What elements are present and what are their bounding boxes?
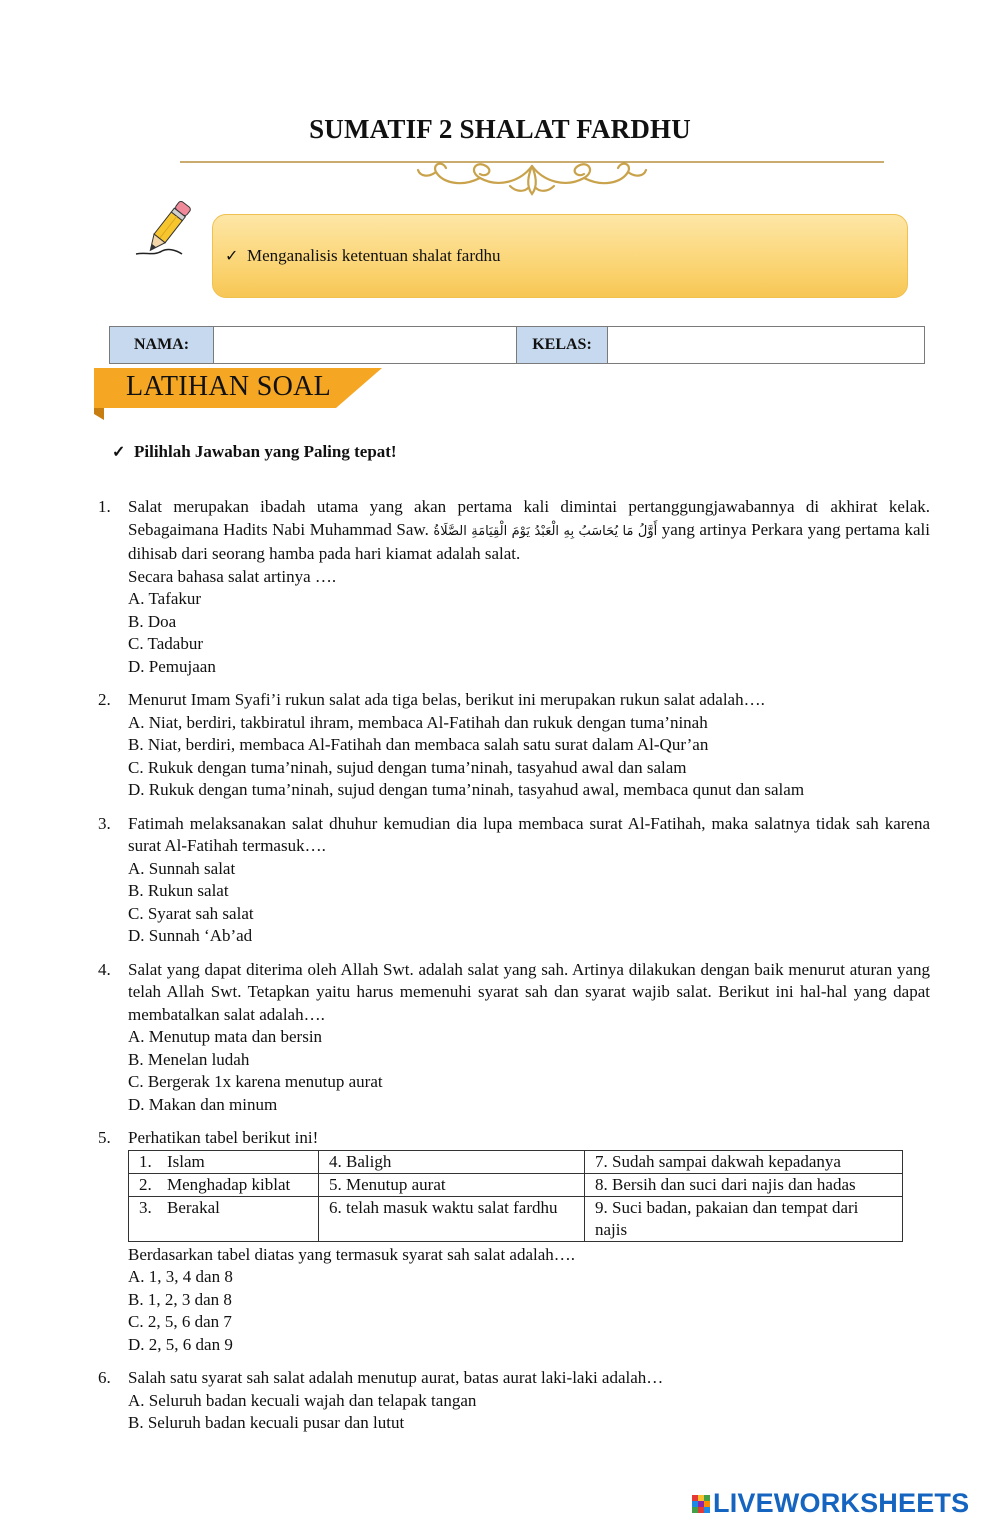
- question-2: [98, 689, 930, 802]
- question-3: [98, 813, 930, 948]
- cell-text: Berakal: [167, 1197, 220, 1217]
- name-label: NAMA:: [110, 327, 214, 364]
- requirements-table: [128, 1150, 903, 1242]
- stem-part: yang artinya Perkara yang pertama kali dihisab dari seorang hamba pada hari kiamat adalah salat.: [128, 519, 930, 563]
- liveworksheets-logo: [692, 1488, 969, 1519]
- class-field[interactable]: [608, 327, 925, 364]
- learning-objective-box: [212, 214, 908, 298]
- pencil-icon: [132, 196, 198, 262]
- instruction-text: Pilihlah Jawaban yang Paling tepat!: [134, 442, 397, 461]
- class-label: KELAS:: [517, 327, 608, 364]
- cell-text: 7. Sudah sampai dakwah kepadanya: [595, 1151, 841, 1171]
- question-stem: Salat yang dapat diterima oleh Allah Swt. adalah salat yang sah. Artinya dilakukan dengan baik menurut aturan yang telah Allah Swt. Tetapkan yaitu harus memenuhi syarat sah dan syarat wajib salat. Berikut ini hal-hal yang dapat membatalkan salat adalah….: [128, 959, 930, 1024]
- question-list: [98, 496, 930, 1446]
- table-row: [129, 1150, 903, 1173]
- option-a[interactable]: A. Tafakur: [128, 589, 202, 608]
- option-a[interactable]: A. Niat, berdiri, takbiratul ihram, membaca Al-Fatihah dan rukuk dengan tuma’ninah: [128, 712, 708, 732]
- question-stem: Fatimah melaksanakan salat dhuhur kemudian dia lupa membaca surat Al-Fatihah, maka salatnya tidak sah karena surat Al-Fatihah termasuk….: [128, 813, 930, 855]
- option-c[interactable]: C. Tadabur: [128, 634, 203, 653]
- worksheet-title: SUMATIF 2 SHALAT FARDHU: [309, 114, 691, 144]
- logo-grid-icon: [692, 1495, 710, 1513]
- option-d[interactable]: D. 2, 5, 6 dan 9: [128, 1334, 233, 1354]
- objective-text: Menganalisis ketentuan shalat fardhu: [247, 246, 501, 265]
- option-d[interactable]: D. Rukuk dengan tuma’ninah, sujud dengan tuma’ninah, tasyahud awal, membaca qunut dan salam: [128, 780, 805, 799]
- table-cell: [129, 1150, 319, 1173]
- question-stem: Perhatikan tabel berikut ini!: [128, 1128, 319, 1147]
- table-cell: [319, 1150, 585, 1173]
- question-prompt: Berdasarkan tabel diatas yang termasuk syarat sah salat adalah….: [128, 1244, 576, 1264]
- option-d[interactable]: D. Makan dan minum: [128, 1094, 278, 1114]
- hadith-arabic: أَوَّلُ مَا يُحَاسَبُ بِهِ الْعَبْدُ يَوْمَ الْقِيَامَةِ الصَّلَاةُ: [433, 523, 658, 539]
- question-4: [98, 959, 930, 1117]
- table-cell: [319, 1173, 585, 1196]
- option-a[interactable]: A. Seluruh badan kecuali wajah dan telapak tangan: [128, 1390, 477, 1410]
- question-1: [98, 496, 930, 678]
- cell-text: 4. Baligh: [329, 1151, 392, 1171]
- section-title: LATIHAN SOAL: [126, 371, 332, 402]
- cell-number: 1.: [139, 1151, 152, 1171]
- question-5: [98, 1127, 930, 1356]
- option-d[interactable]: D. Sunnah ‘Ab’ad: [128, 926, 253, 945]
- objective-item: [225, 246, 501, 266]
- option-b[interactable]: B. 1, 2, 3 dan 8: [128, 1289, 232, 1309]
- cell-text: 5. Menutup aurat: [329, 1174, 446, 1194]
- option-a[interactable]: A. Menutup mata dan bersin: [128, 1027, 323, 1046]
- option-c[interactable]: C. Rukuk dengan tuma’ninah, sujud dengan tuma’ninah, tasyahud awal dan salam: [128, 757, 687, 777]
- option-b[interactable]: B. Niat, berdiri, membaca Al-Fatihah dan membaca salah satu surat dalam Al-Qur’an: [128, 735, 709, 754]
- question-number: 2.: [98, 690, 111, 709]
- cell-text: Menghadap kiblat: [167, 1174, 291, 1194]
- table-cell: [585, 1196, 903, 1241]
- table-cell: [129, 1196, 319, 1241]
- cell-text: 6. telah masuk waktu salat fardhu: [329, 1197, 558, 1217]
- question-stem: Salah satu syarat sah salat adalah menutup aurat, batas aurat laki-laki adalah…: [128, 1368, 664, 1387]
- question-number: 3.: [98, 813, 111, 833]
- table-row: [129, 1196, 903, 1241]
- checkmark-icon: ✓: [225, 248, 239, 265]
- cell-text: 9. Suci badan, pakaian dan tempat dari najis: [595, 1197, 859, 1239]
- question-stem: Menurut Imam Syafi’i rukun salat ada tiga belas, berikut ini merupakan rukun salat adalah….: [128, 690, 765, 709]
- table-cell: [129, 1173, 319, 1196]
- student-identity-table: [109, 326, 925, 364]
- option-a[interactable]: A. Sunnah salat: [128, 858, 236, 878]
- stem-part: Salat merupakan ibadah utama yang akan pertama kali dimintai pertanggungjawabannya di akhirat kelak. Sebagaimana Hadits Nabi Muhammad Saw.: [128, 497, 930, 539]
- checkmark-icon: ✓: [112, 444, 126, 461]
- title-divider-ornament: [180, 152, 884, 202]
- logo-text: LIVEWORKSHEETS: [713, 1488, 970, 1518]
- cell-number: 3.: [139, 1197, 152, 1217]
- question-6: [98, 1367, 930, 1435]
- question-number: 6.: [98, 1368, 111, 1387]
- question-prompt: Secara bahasa salat artinya ….: [128, 566, 337, 586]
- cell-number: 2.: [139, 1174, 152, 1194]
- question-number: 4.: [98, 959, 111, 979]
- name-field[interactable]: [214, 327, 517, 364]
- option-c[interactable]: C. Bergerak 1x karena menutup aurat: [128, 1072, 383, 1091]
- cell-text: Islam: [167, 1151, 205, 1171]
- question-number: 1.: [98, 497, 111, 516]
- option-b[interactable]: B. Menelan ludah: [128, 1049, 250, 1069]
- table-cell: [585, 1173, 903, 1196]
- table-row: [129, 1173, 903, 1196]
- option-c[interactable]: C. Syarat sah salat: [128, 903, 254, 923]
- cell-text: 8. Bersih dan suci dari najis dan hadas: [595, 1174, 856, 1194]
- option-a[interactable]: A. 1, 3, 4 dan 8: [128, 1267, 233, 1286]
- table-cell: [319, 1196, 585, 1241]
- table-cell: [585, 1150, 903, 1173]
- option-b[interactable]: B. Seluruh badan kecuali pusar dan lutut: [128, 1413, 405, 1432]
- instruction: [112, 442, 397, 462]
- option-c[interactable]: C. 2, 5, 6 dan 7: [128, 1312, 232, 1331]
- question-stem: [128, 496, 930, 566]
- question-number: 5.: [98, 1128, 111, 1147]
- option-d[interactable]: D. Pemujaan: [128, 656, 216, 676]
- option-b[interactable]: B. Rukun salat: [128, 881, 229, 900]
- option-b[interactable]: B. Doa: [128, 611, 177, 631]
